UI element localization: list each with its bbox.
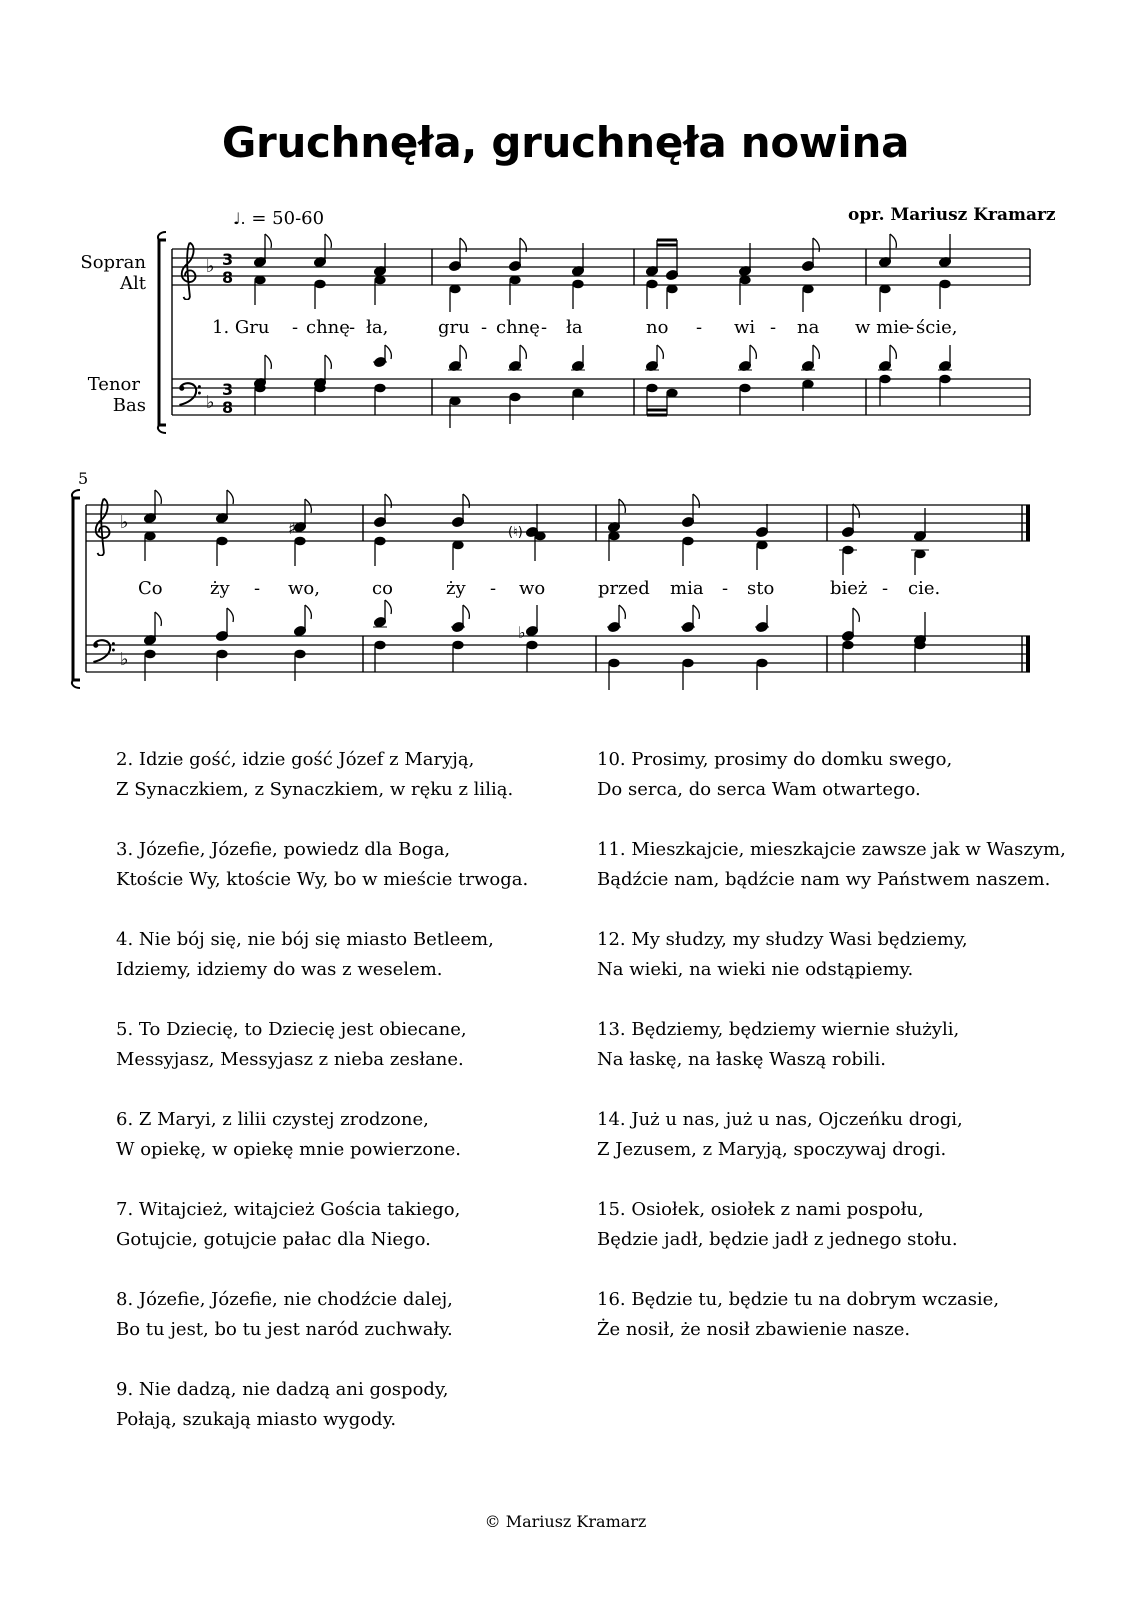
stanza: [597, 835, 1066, 895]
stanza-line: 13. Będziemy, będziemy wiernie służyli,: [597, 1019, 960, 1040]
stanza-line: Będzie jadł, będzie jadł z jednego stołu.: [597, 1229, 958, 1250]
stanza-line: Gotujcie, gotujcie pałac dla Niego.: [116, 1229, 431, 1250]
lyric-syllable: no: [646, 317, 669, 338]
lyric-syllable: chnę: [306, 317, 350, 338]
lyrics-line-2: [138, 578, 940, 599]
lyric-syllable: wo,: [288, 578, 320, 599]
lyric-syllable: ła: [566, 317, 583, 338]
treble-clef-icon: [182, 243, 196, 300]
stanza: [116, 1195, 528, 1255]
soprano-notes-2: [143, 490, 926, 542]
lyric-syllable: -: [481, 317, 488, 338]
stanza-line: W opiekę, w opiekę mnie powierzone.: [116, 1139, 462, 1160]
alto-notes-1: [255, 276, 950, 312]
lyric-syllable: bież: [830, 578, 868, 599]
time-sig-bottom: 8: [222, 398, 234, 417]
stanza-line: 15. Osiołek, osiołek z nami pospołu,: [597, 1199, 924, 1220]
alto-notes-2: [145, 532, 929, 575]
stanza: [116, 1015, 528, 1075]
lyric-syllable: -: [908, 317, 915, 338]
lyric-syllable: Co: [138, 578, 163, 599]
stanza: [116, 835, 528, 895]
stanza-line: Na łaskę, na łaskę Waszą robili.: [597, 1049, 886, 1070]
lyric-syllable: co: [372, 578, 393, 599]
song-title: Gruchnęła, gruchnęła nowina: [221, 118, 910, 167]
bass-staff-1: [172, 379, 1030, 415]
lyric-syllable: -: [254, 578, 261, 599]
lyric-syllable: ście,: [916, 317, 958, 338]
stanza-line: Z Synaczkiem, z Synaczkiem, w ręku z lilią.: [116, 779, 514, 800]
stanza: [116, 1285, 528, 1345]
voice-label-tenor: Tenor: [87, 374, 140, 395]
stanza-line: 9. Nie dadzą, nie dadzą ani gospody,: [116, 1379, 449, 1400]
lyric-syllable: -: [770, 317, 777, 338]
lyric-syllable: cie.: [908, 578, 941, 599]
tenor-notes-2: [143, 600, 926, 646]
stanza-line: 2. Idzie gość, idzie gość Józef z Maryją,: [116, 749, 475, 770]
stanza: [116, 1105, 528, 1165]
lyric-syllable: -: [541, 317, 548, 338]
key-flat-icon: ♭: [120, 512, 129, 533]
system-2: [72, 469, 1030, 690]
stanza-line: 4. Nie bój się, nie bój się miasto Betleem,: [116, 929, 494, 950]
stanza-line: Połają, szukają miasto wygody.: [116, 1409, 397, 1430]
measure-number: 5: [78, 469, 89, 488]
lyric-syllable: gru: [438, 317, 470, 338]
stanza: [597, 1015, 1066, 1075]
treble-clef-icon: [96, 499, 110, 556]
stanza: [116, 745, 528, 805]
stanza: [597, 1105, 1066, 1165]
lyric-syllable: ła,: [366, 317, 389, 338]
stanza-line: Że nosił, że nosił zbawienie nasze.: [597, 1319, 911, 1340]
stanza-line: 10. Prosimy, prosimy do domku swego,: [597, 749, 953, 770]
voice-label-soprano: Sopran: [80, 252, 146, 273]
stanza-line: 7. Witajcież, witajcież Gościa takiego,: [116, 1199, 461, 1220]
time-sig-top: 3: [222, 250, 234, 269]
stanza-line: 3. Józefie, Józefie, powiedz dla Boga,: [116, 839, 451, 860]
lyric-syllable: mia: [670, 578, 704, 599]
lyric-syllable: -: [349, 317, 356, 338]
stanza: [116, 925, 528, 985]
stanza-line: 16. Będzie tu, będzie tu na dobrym wczasie,: [597, 1289, 1000, 1310]
time-sig-bottom: 8: [222, 268, 234, 287]
system-bracket: [159, 240, 166, 425]
lyric-syllable: wi: [734, 317, 756, 338]
stanza-line: 14. Już u nas, już u nas, Ojczeńku drogi,: [597, 1109, 963, 1130]
stanza-line: Ktoście Wy, ktoście Wy, bo w mieście trwoga.: [116, 869, 529, 890]
lyric-syllable: na: [797, 317, 820, 338]
voice-label-bass: Bas: [112, 395, 146, 416]
copyright-footer: © Mariusz Kramarz: [484, 1512, 647, 1531]
lyric-syllable: wo: [519, 578, 546, 599]
system-bracket: [73, 498, 80, 680]
key-flat-icon: ♭: [206, 392, 215, 413]
lyric-syllable: -: [722, 578, 729, 599]
key-flat-icon: ♭: [206, 256, 215, 277]
stanza-line: Z Jezusem, z Maryją, spoczywaj drogi.: [597, 1139, 947, 1160]
lyric-syllable: ży: [210, 578, 230, 599]
lyric-syllable: -: [292, 317, 299, 338]
stanza: [597, 745, 1066, 805]
dotted-quarter-note-icon: ♩.: [233, 209, 246, 228]
stanza-line: 11. Mieszkajcie, mieszkajcie zawsze jak w Waszym,: [597, 839, 1066, 860]
verses-column-right: [597, 745, 1066, 1375]
arranger-credit: opr. Mariusz Kramarz: [848, 205, 1056, 225]
lyric-syllable: ży: [446, 578, 466, 599]
lyric-syllable: 1. Gru: [212, 317, 270, 338]
lyrics-line-1: [212, 317, 957, 338]
bass-notes-2: [145, 641, 925, 690]
stanza-line: 12. My słudzy, my słudzy Wasi będziemy,: [597, 929, 968, 950]
bass-clef-icon: [93, 640, 115, 662]
stanza: [597, 1285, 1066, 1345]
stanza-line: 6. Z Maryi, z lilii czystej zrodzone,: [116, 1109, 429, 1130]
stanza-line: Na wieki, na wieki nie odstąpiemy.: [597, 959, 914, 980]
lyric-syllable: sto: [747, 578, 775, 599]
lyric-syllable: przed: [598, 578, 650, 599]
tenor-notes-1: [253, 345, 952, 389]
lyric-syllable: chnę: [496, 317, 540, 338]
time-sig-top: 3: [222, 380, 234, 399]
music-score: [0, 0, 1131, 720]
system-1: [80, 232, 1030, 433]
stanza: [116, 1375, 528, 1435]
bass-clef-icon: [179, 383, 201, 405]
treble-staff-1: [172, 249, 1030, 285]
courtesy-natural-icon: (♮): [508, 525, 523, 540]
stanza-line: 5. To Dziecię, to Dziecię jest obiecane,: [116, 1019, 467, 1040]
stanza-line: Idziemy, idziemy do was z weselem.: [116, 959, 443, 980]
verses-column-left: [116, 745, 528, 1465]
final-barline: [1026, 505, 1030, 672]
stanza: [597, 1195, 1066, 1255]
lyric-syllable: -: [882, 578, 889, 599]
stanza-line: Messyjasz, Messyjasz z nieba zesłane.: [116, 1049, 464, 1070]
stanza-line: Bądźcie nam, bądźcie nam wy Państwem naszem.: [597, 869, 1051, 890]
key-flat-icon: ♭: [120, 649, 129, 670]
soprano-notes-1: [253, 234, 951, 281]
sharp-icon: ♯: [288, 519, 296, 538]
stanza-line: Bo tu jest, bo tu jest naród zuchwały.: [116, 1319, 453, 1340]
stanza: [597, 925, 1066, 985]
flat-icon: ♭: [518, 623, 526, 642]
lyric-syllable: -: [696, 317, 703, 338]
bass-notes-1: [255, 375, 950, 428]
tempo-value: = 50-60: [251, 208, 325, 229]
voice-label-alto: Alt: [120, 273, 146, 294]
lyric-syllable: w mie: [855, 317, 910, 338]
lyric-syllable: -: [490, 578, 497, 599]
stanza-line: 8. Józefie, Józefie, nie chodźcie dalej,: [116, 1289, 453, 1310]
stanza-line: Do serca, do serca Wam otwartego.: [597, 779, 921, 800]
